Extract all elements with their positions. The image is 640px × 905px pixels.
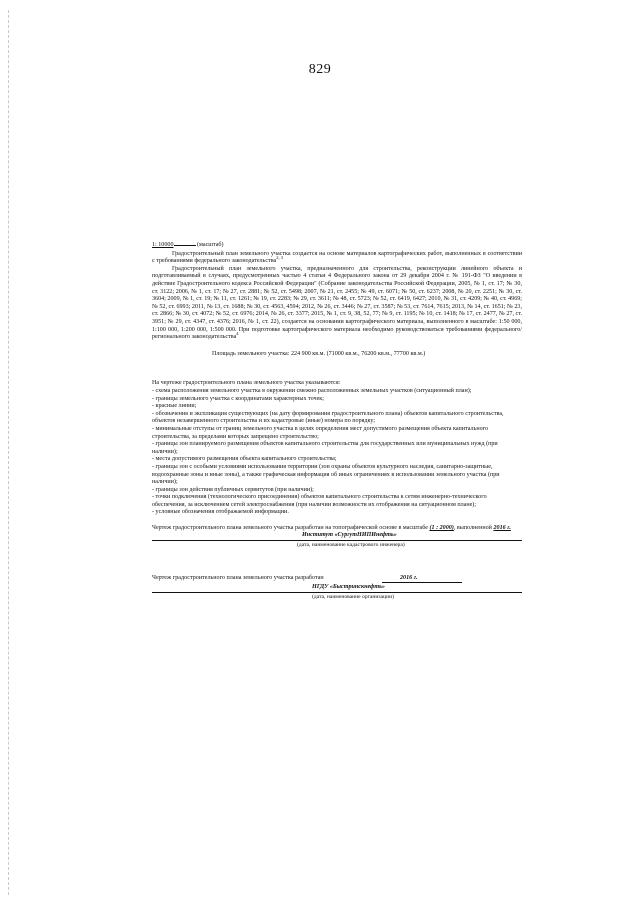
drawing-basis-text: Чертеж градостроительного плана земельного участка разработан на топографической основе в масштабе	[152, 525, 428, 532]
drawing-basis-year: 2016 г.	[493, 525, 511, 532]
paragraph-1	[152, 251, 522, 266]
scale-value: 1: 10000	[152, 242, 174, 248]
drawing-developer-caption: (дата, наименование организации)	[312, 593, 394, 600]
drawing-developer-underline	[152, 592, 522, 593]
list-item: - границы зон с особыми условиями использования территории (зон охраны объектов культурного наследия, санитарно-защитные, водоохранные зоны и иные зоны), а также графическая информация об иных ограничениях в использовании земельного участка (при наличии);	[152, 463, 500, 486]
drawing-basis-after-scale: , выполненной	[453, 525, 492, 532]
list-item: - границы зон планируемого размещения объектов капитального строительства для государственных или муниципальных нужд (при наличии);	[152, 441, 498, 455]
footnote-mark-1: 2, 3	[276, 255, 283, 261]
list-item: - места допустимого размещения объекта капитального строительства;	[152, 456, 337, 463]
list-item: - минимальные отступы от границ земельного участка в целях определения мест допустимого размещения объекта капитального строительства, за пределами которых запрещено строительство;	[152, 425, 489, 440]
drawing-developer-caption-row	[152, 594, 522, 603]
drawing-developer-year: 2016 г.	[400, 574, 418, 581]
paragraph-2	[152, 266, 522, 342]
land-area: Площадь земельного участка: 224 900 кв.м. (71000 кв.м., 76200 кв.м., 77700 кв.м.)	[212, 350, 426, 357]
drawing-developer-date-underline	[382, 582, 462, 583]
list-item: - схема расположения земельного участка в окружении смежно расположенных земельных участков (ситуационный план);	[152, 387, 472, 394]
drawing-basis-caption-row	[152, 542, 522, 551]
drawing-developer-signature-row	[152, 585, 522, 594]
list-item: - границы зон действия публичных сервитутов (при наличии);	[152, 486, 314, 493]
drawing-basis-signature-row	[152, 533, 522, 542]
binding-margin-line	[8, 10, 9, 895]
document-body	[152, 240, 522, 603]
list-item: - границы земельного участка с координатами характерных точек;	[152, 395, 324, 402]
list-item: - красные линии;	[152, 403, 197, 410]
paragraph-1-text: Градостроительный план земельного участка создается на основе материалов картографических работ, выполненных в соответствии с требованиями федерального законодательства	[152, 250, 522, 265]
drawing-developer-organization: НГДУ «Быстринскнефть»	[312, 583, 385, 590]
list-item: - обозначения и экспликация существующих (на дату формирования градостроительного плана) объектов капитального строительства, объектов незавершенного строительства и их кадастровые (иные) номера по порядку;	[152, 410, 504, 425]
page-number: 829	[308, 62, 332, 77]
scale-line	[152, 240, 522, 250]
paragraph-2-text: Градостроительный план земельного участка, предназначенного для строительства, реконструкции линейного объекта и подготавливаемый в случаях, предусмотренных частью 4 статьи 4 Федерального закона от 29 декабря 2004 г. № 191-ФЗ "О введении в действие Градостроительного кодекса Российской Федерации" (Собрание законодательства Российской Федерации, 2005, № 1, ст. 17; № 30, ст. 3122; 2006, № 1, ст. 17; № 27, ст. 2881; № 52, ст. 5498; 2007, № 21, ст. 2455; № 49, ст. 6071; № 50, ст. 6237; 2008, № 20, ст. 2251; № 30, ст. 3604; 2009, № 1, ст. 19; № 11, ст. 1261; № 19, ст. 2283; № 29, ст. 3611; № 48, ст. 5723; № 52, ст. 6419, 6427; 2010, № 31, ст. 4209; № 40, ст. 4969; № 52, ст. 6993; 2011, № 13, ст. 1688; № 30, ст. 4563, 4594; 2012, № 26, ст. 3446; № 27, ст. 3587; № 53, ст. 7614, 7615; 2013, № 14, ст. 1651; № 23, ст. 2866; № 30, ст. 4072; № 52, ст. 6976; 2014, № 26, ст. 3377; 2015, № 1, ст. 9, 38, 52, 77; № 9, ст. 1195; № 10, ст. 1418; № 17, ст. 2477, № 27, ст. 3951; № 29, ст. 4347, ст. 4376; 2016, № 1, ст. 22), создается на основании картографического материала, выполненного в масштабе: 1:50 000, 1:100 000, 1:200 000, 1:500 000. При подготовке картографического материала необходимо руководствоваться требованиями федерального/регионального законодательства	[152, 265, 522, 341]
scale-blank-underline	[174, 240, 196, 246]
drawing-basis-scale: (1 : 2000)	[429, 525, 454, 532]
footnote-mark-2: 4	[236, 331, 239, 337]
drawing-basis-organization: Институт «СургутНИПИнефть»	[302, 531, 397, 538]
list-intro: На чертеже градостроительного плана земельного участка указываются:	[152, 380, 341, 387]
drawing-developer-text: Чертеж градостроительного плана земельного участка разработан	[152, 574, 324, 581]
list-item: - условные обозначения отображаемой информации.	[152, 509, 289, 516]
drawing-basis-caption: (дата, наименование кадастрового инженера)	[297, 541, 405, 548]
drawing-contents-list	[152, 380, 522, 517]
drawing-basis-underline	[152, 540, 522, 541]
scale-label: (масштаб)	[197, 242, 224, 248]
list-item: - точки подключения (технологического присоединения) объектов капитального строительства к сетям инженерно-технического обеспечения, за исключением сетей электроснабжения (при наличии возможности их отображения на ситуационном плане);	[152, 494, 487, 508]
